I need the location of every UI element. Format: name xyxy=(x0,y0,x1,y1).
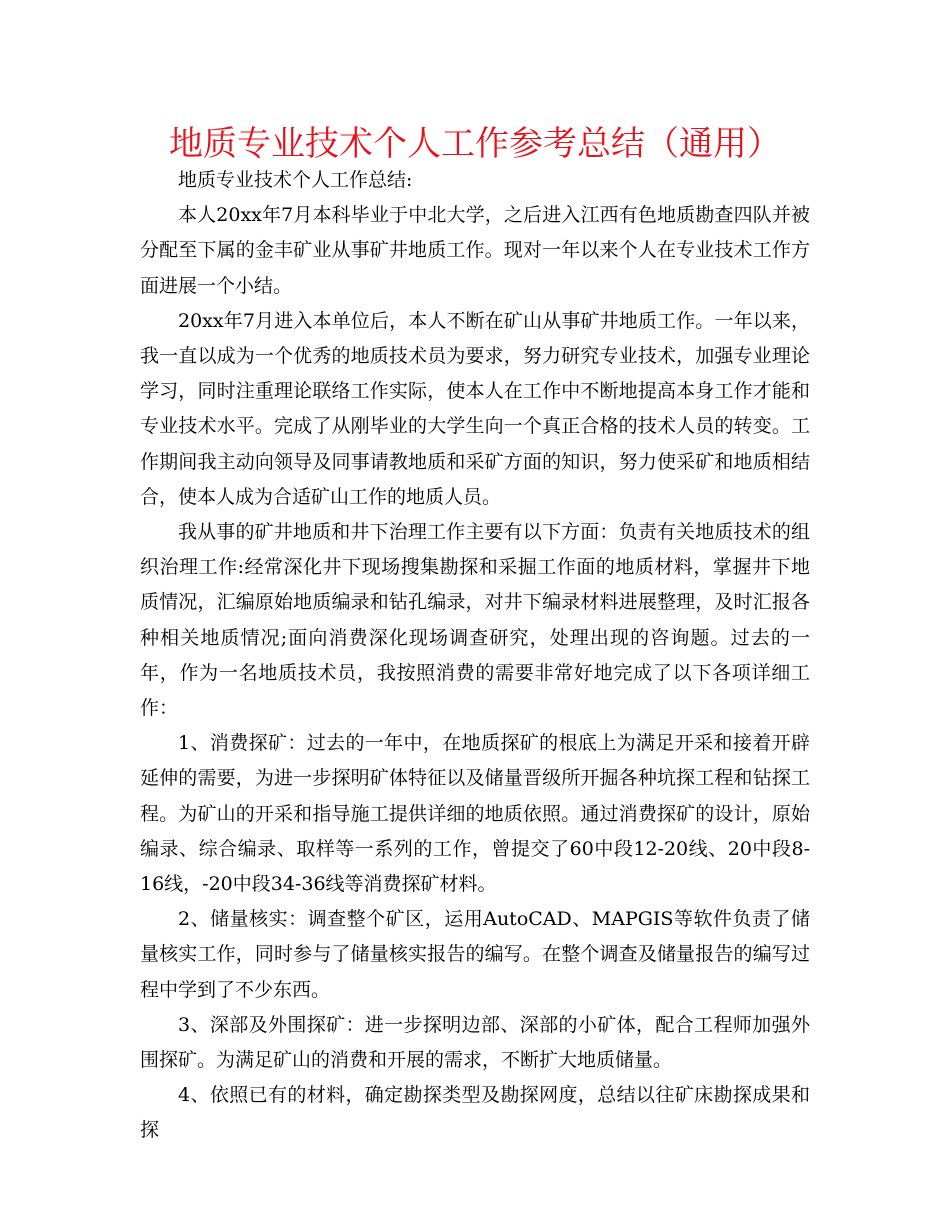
paragraph: 我从事的矿井地质和井下治理工作主要有以下方面：负责有关地质技术的组织治理工作:经常深化井下现场搜集勘探和采掘工作面的地质材料，掌握井下地质情况，汇编原始地质编录和钻孔编录，对井下编录材料进展整理，及时汇报各种相关地质情况;面向消费深化现场调查研究，处理出现的咨询题。过去的一年，作为一名地质技术员，我按照消费的需要非常好地完成了以下各项详细工作： xyxy=(140,521,810,720)
document-title: 地质专业技术个人工作参考总结（通用） xyxy=(169,124,781,164)
paragraph: 2、储量核实：调查整个矿区，运用AutoCAD、MAPGIS等软件负责了储量核实工作，同时参与了储量核实报告的编写。在整个调查及储量报告的编写过程中学到了不少东西。 xyxy=(140,908,810,1001)
paragraph: 1、消费探矿：过去的一年中，在地质探矿的根底上为满足开采和接着开辟延伸的需要，为进一步探明矿体特征以及储量晋级所开掘各种坑探工程和钻探工程。为矿山的开采和指导施工提供详细的地质依照。通过消费探矿的设计，原始编录、综合编录、取样等一系列的工作，曾提交了60中段12-20线、20中段8-16线，-20中段34-36线等消费探矿材料。 xyxy=(140,732,810,896)
paragraph: 20xx年7月进入本单位后，本人不断在矿山从事矿井地质工作。一年以来，我一直以成为一个优秀的地质技术员为要求，努力研究专业技术，加强专业理论学习，同时注重理论联络工作实际，使本人在工作中不断地提高本身工作才能和专业技术水平。完成了从刚毕业的大学生向一个真正合格的技术人员的转变。工作期间我主动向领导及同事请教地质和采矿方面的知识，努力使采矿和地质相结合，使本人成为合适矿山工作的地质人员。 xyxy=(140,309,810,508)
paragraph: 4、依照已有的材料，确定勘探类型及勘探网度，总结以往矿床勘探成果和探 xyxy=(140,1084,810,1142)
document-body xyxy=(140,163,810,1149)
paragraph: 3、深部及外围探矿：进一步探明边部、深部的小矿体，配合工程师加强外围探矿。为满足矿山的消费和开展的需求，不断扩大地质储量。 xyxy=(140,1013,810,1072)
paragraph: 本人20xx年7月本科毕业于中北大学，之后进入江西有色地质勘查四队并被分配至下属的金丰矿业从事矿井地质工作。现对一年以来个人在专业技术工作方面进展一个小结。 xyxy=(140,204,810,297)
paragraph: 地质专业技术个人工作总结: xyxy=(178,169,413,191)
